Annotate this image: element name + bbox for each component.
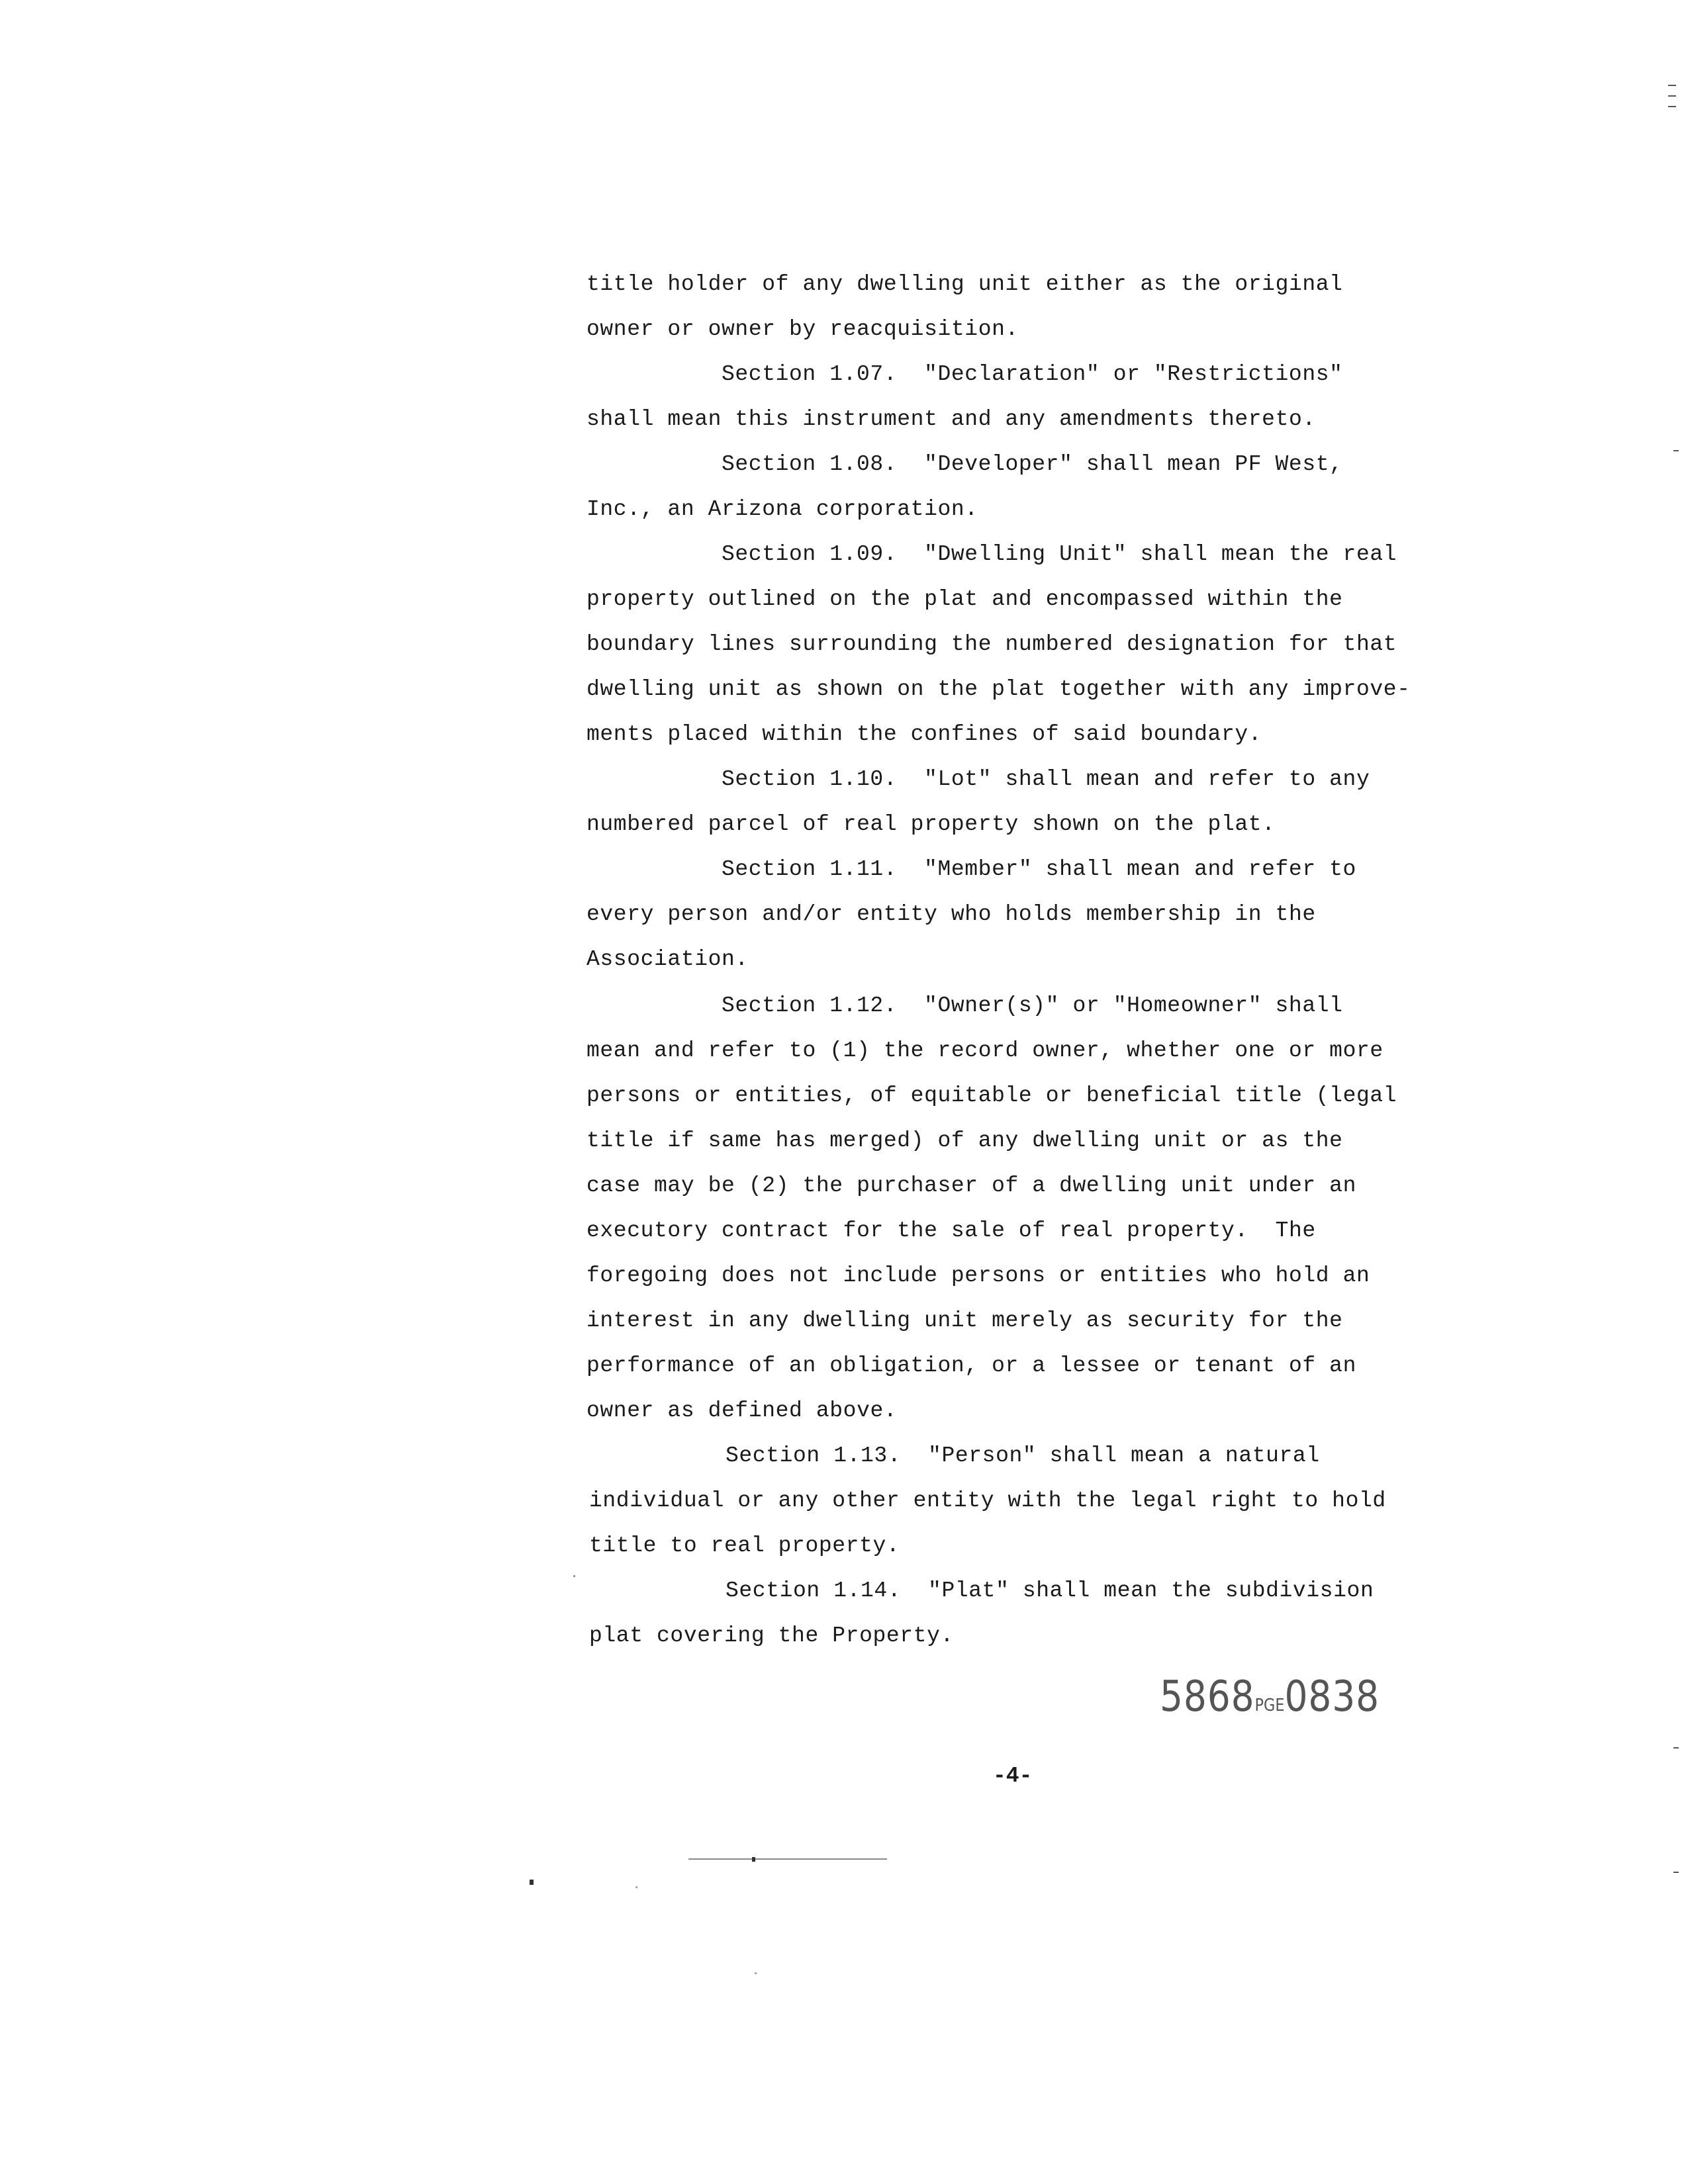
text-line-25: performance of an obligation, or a lessee or tenant of an: [586, 1353, 1356, 1378]
text-line-22: executory contract for the sale of real property. The: [586, 1218, 1316, 1243]
page-number: -4-: [993, 1764, 1033, 1788]
text-line-10: dwelling unit as shown on the plat together with any improve-: [586, 677, 1411, 702]
text-line-23: foregoing does not include persons or entities who hold an: [586, 1263, 1370, 1288]
text-line-15: every person and/or entity who holds membership in the: [586, 902, 1316, 927]
scan-speck: [573, 1575, 575, 1577]
text-line-28: individual or any other entity with the legal right to hold: [589, 1488, 1386, 1513]
scan-mark: [1673, 1747, 1679, 1749]
text-line-31: plat covering the Property.: [589, 1623, 954, 1648]
scan-mark: [1673, 1872, 1679, 1873]
text-line-20: title if same has merged) of any dwelling unit or as the: [586, 1128, 1343, 1153]
section-1-08-heading: Section 1.08. "Developer" shall mean PF West,: [722, 452, 1343, 477]
section-1-11-heading: Section 1.11. "Member" shall mean and refer to: [722, 857, 1356, 882]
text-line-4: shall mean this instrument and any amendments thereto.: [586, 407, 1316, 432]
scan-mark: [1668, 85, 1676, 86]
section-1-07-heading: Section 1.07. "Declaration" or "Restrictions": [722, 362, 1343, 387]
recording-stamp-book: 5868: [1160, 1672, 1255, 1721]
scan-mark: [1668, 106, 1676, 107]
text-line-8: property outlined on the plat and encompassed within the: [586, 587, 1343, 612]
scan-mark: [1673, 450, 1679, 451]
text-line-18: mean and refer to (1) the record owner, whether one or more: [586, 1038, 1383, 1063]
section-1-13-heading: Section 1.13. "Person" shall mean a natural: [726, 1443, 1320, 1468]
text-line-9: boundary lines surrounding the numbered designation for that: [586, 632, 1397, 657]
text-line-6: Inc., an Arizona corporation.: [586, 497, 978, 522]
scan-speck: [530, 1880, 534, 1885]
scan-speck: [752, 1857, 755, 1862]
text-line-21: case may be (2) the purchaser of a dwelling unit under an: [586, 1173, 1356, 1198]
scan-speck: [755, 1972, 757, 1974]
recording-stamp-page: 0838: [1284, 1672, 1380, 1721]
recording-stamp: [1160, 1673, 1380, 1729]
text-line-19: persons or entities, of equitable or beneficial title (legal: [586, 1083, 1397, 1108]
text-line-29: title to real property.: [589, 1533, 900, 1558]
text-line-2: owner or owner by reacquisition.: [586, 317, 1019, 341]
scan-speck: [635, 1886, 637, 1888]
text-line-24: interest in any dwelling unit merely as security for the: [586, 1308, 1343, 1333]
section-1-09-heading: Section 1.09. "Dwelling Unit" shall mean the real: [722, 542, 1397, 567]
scan-mark: [1668, 95, 1676, 97]
text-line-26: owner as defined above.: [586, 1398, 898, 1423]
section-1-14-heading: Section 1.14. "Plat" shall mean the subdivision: [726, 1578, 1374, 1603]
section-1-10-heading: Section 1.10. "Lot" shall mean and refer to any: [722, 767, 1370, 792]
section-1-12-heading: Section 1.12. "Owner(s)" or "Homeowner" shall: [722, 993, 1343, 1018]
scan-speck: [688, 1858, 887, 1860]
recording-stamp-mid: PGE: [1254, 1696, 1285, 1715]
text-line-1: title holder of any dwelling unit either as the original: [586, 272, 1343, 296]
text-line-16: Association.: [586, 947, 749, 972]
text-line-13: numbered parcel of real property shown on the plat.: [586, 812, 1276, 837]
text-line-11: ments placed within the confines of said boundary.: [586, 722, 1262, 747]
